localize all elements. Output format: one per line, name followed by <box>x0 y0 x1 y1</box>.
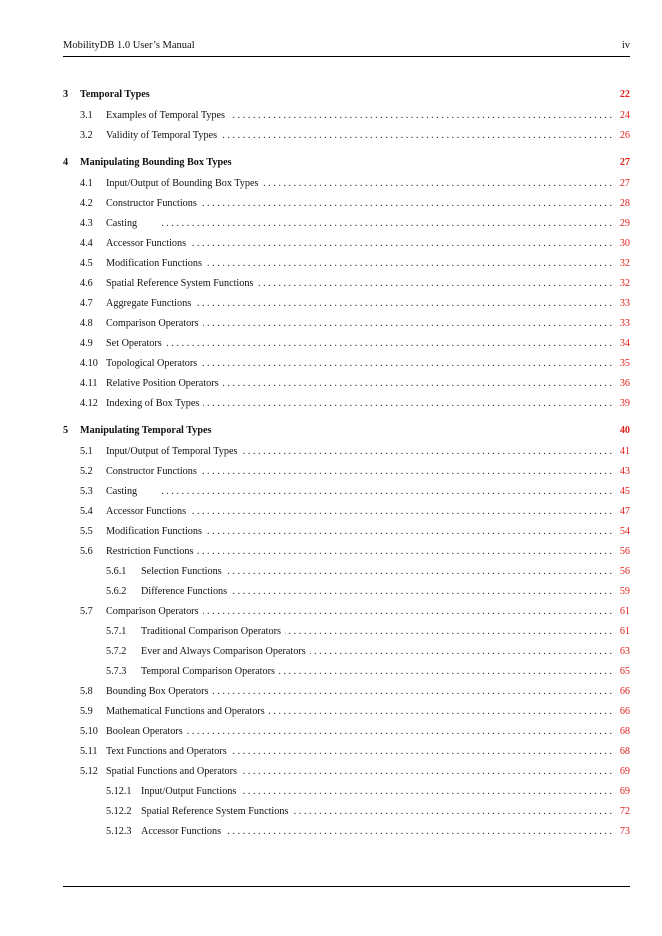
toc-entry-page-link[interactable]: 26 <box>619 130 630 141</box>
dot-leader <box>285 622 612 642</box>
toc-entry-title[interactable]: Validity of Temporal Types <box>106 130 218 141</box>
toc-entry-number: 5.11 <box>80 746 98 757</box>
toc-section-entry[interactable] <box>63 254 630 274</box>
toc-entry-page-link[interactable]: 32 <box>619 258 630 269</box>
toc-chapter-entry[interactable] <box>63 152 630 174</box>
toc-section-entry[interactable] <box>63 126 630 146</box>
toc-entry-page-link[interactable]: 30 <box>619 238 630 249</box>
dot-leader <box>203 602 612 622</box>
toc-subsection-entry[interactable] <box>63 822 630 842</box>
toc-entry-page-link[interactable]: 27 <box>619 157 630 168</box>
toc-section-entry[interactable] <box>63 462 630 482</box>
dot-leader <box>166 334 612 354</box>
toc-section-entry[interactable] <box>63 274 630 294</box>
dot-leader <box>206 254 612 274</box>
toc-entry-page-link[interactable]: 33 <box>619 298 630 309</box>
toc-section-entry[interactable] <box>63 522 630 542</box>
toc-entry-number: 4.10 <box>80 358 98 369</box>
toc-entry-title[interactable]: Examples of Temporal Types <box>106 110 226 121</box>
toc-section-entry[interactable] <box>63 194 630 214</box>
toc-entry-page-link[interactable]: 41 <box>619 446 630 457</box>
dot-leader <box>201 462 612 482</box>
toc-section-entry[interactable] <box>63 722 630 742</box>
toc-subsection-entry[interactable] <box>63 662 630 682</box>
toc-entry-number: 4.7 <box>80 298 93 309</box>
toc-entry-number: 4.11 <box>80 378 98 389</box>
toc-entry-title[interactable]: Difference Functions <box>141 586 228 597</box>
toc-entry-page-link[interactable]: 35 <box>619 358 630 369</box>
dot-leader <box>241 442 612 462</box>
toc-entry-page-link[interactable]: 61 <box>619 626 630 637</box>
toc-entry-title[interactable]: Indexing of Box Types <box>106 398 200 409</box>
toc-entry-title[interactable]: Accessor Functions <box>106 506 187 517</box>
toc-subsection-entry[interactable] <box>63 802 630 822</box>
toc-section-entry[interactable] <box>63 106 630 126</box>
dot-leader <box>292 802 612 822</box>
toc-entry-page-link[interactable]: 72 <box>619 806 630 817</box>
table-of-contents <box>63 84 630 842</box>
dot-leader <box>195 294 612 314</box>
toc-entry-number: 3 <box>63 89 69 100</box>
toc-entry-number: 3.1 <box>80 110 93 121</box>
toc-entry-title[interactable]: Input/Output Functions <box>141 786 237 797</box>
toc-entry-number: 5.5 <box>80 526 93 537</box>
toc-entry-number: 4.1 <box>80 178 93 189</box>
toc-entry-title[interactable]: Accessor Functions <box>106 238 187 249</box>
toc-entry-title[interactable]: Spatial Reference System Functions <box>141 806 289 817</box>
toc-entry-page-link[interactable]: 69 <box>619 766 630 777</box>
toc-entry-title[interactable]: Topological Operators <box>106 358 198 369</box>
toc-section-entry[interactable] <box>63 762 630 782</box>
toc-entry-page-link[interactable]: 68 <box>619 746 630 757</box>
toc-section-entry[interactable] <box>63 542 630 562</box>
toc-entry-title[interactable]: Aggregate Functions <box>106 298 192 309</box>
toc-subsection-entry[interactable] <box>63 642 630 662</box>
toc-entry-page-link[interactable]: 36 <box>619 378 630 389</box>
toc-entry-number: 5.6.2 <box>106 586 127 597</box>
toc-section-entry[interactable] <box>63 214 630 234</box>
toc-entry-page-link[interactable]: 63 <box>619 646 630 657</box>
toc-entry-title[interactable]: Casting <box>106 218 138 229</box>
dot-leader <box>240 782 612 802</box>
toc-section-entry[interactable] <box>63 602 630 622</box>
toc-entry-title[interactable]: Set Operators <box>106 338 162 349</box>
dot-leader <box>310 642 612 662</box>
toc-subsection-entry[interactable] <box>63 782 630 802</box>
dot-leader <box>141 482 612 502</box>
toc-entry-number: 4.12 <box>80 398 98 409</box>
toc-entry-page-link[interactable]: 69 <box>619 786 630 797</box>
toc-entry-page-link[interactable]: 22 <box>619 89 630 100</box>
toc-entry-number: 5.7.1 <box>106 626 127 637</box>
toc-entry-number: 3.2 <box>80 130 93 141</box>
toc-entry-number: 4.5 <box>80 258 93 269</box>
dot-leader <box>262 174 612 194</box>
toc-entry-title[interactable]: Bounding Box Operators <box>106 686 209 697</box>
toc-entry-number: 5.4 <box>80 506 93 517</box>
toc-section-entry[interactable] <box>63 502 630 522</box>
toc-section-entry[interactable] <box>63 482 630 502</box>
toc-subsection-entry[interactable] <box>63 622 630 642</box>
dot-leader <box>241 762 612 782</box>
toc-entry-title[interactable]: Ever and Always Comparison Operators <box>141 646 306 657</box>
toc-entry-page-link[interactable]: 27 <box>619 178 630 189</box>
dot-leader <box>201 194 612 214</box>
toc-entry-title[interactable]: Accessor Functions <box>141 826 222 837</box>
dot-leader <box>231 582 612 602</box>
toc-subsection-entry[interactable] <box>63 582 630 602</box>
toc-entry-number: 4 <box>63 157 69 168</box>
toc-entry-title[interactable]: Mathematical Functions and Operators <box>106 706 265 717</box>
toc-entry-title[interactable]: Spatial Functions and Operators <box>106 766 237 777</box>
dot-leader <box>221 126 612 146</box>
dot-leader <box>257 274 612 294</box>
toc-entry-number: 5 <box>63 425 69 436</box>
toc-entry-page-link[interactable]: 32 <box>619 278 630 289</box>
toc-entry-number: 5.12 <box>80 766 98 777</box>
toc-entry-page-link[interactable]: 39 <box>619 398 630 409</box>
dot-leader <box>269 702 612 722</box>
toc-entry-title[interactable]: Casting <box>106 486 138 497</box>
dot-leader <box>223 374 612 394</box>
toc-entry-page-link[interactable]: 61 <box>619 606 630 617</box>
dot-leader <box>203 394 612 414</box>
toc-section-entry[interactable] <box>63 294 630 314</box>
toc-entry-number: 5.2 <box>80 466 93 477</box>
toc-entry-title[interactable]: Manipulating Bounding Box Types <box>80 157 232 168</box>
toc-entry-page-link[interactable]: 47 <box>619 506 630 517</box>
toc-entry-number: 5.7 <box>80 606 93 617</box>
toc-entry-number: 5.7.2 <box>106 646 127 657</box>
toc-entry-number: 5.12.2 <box>106 806 132 817</box>
toc-section-entry[interactable] <box>63 442 630 462</box>
toc-section-entry[interactable] <box>63 354 630 374</box>
dot-leader <box>212 682 612 702</box>
toc-entry-page-link[interactable]: 33 <box>619 318 630 329</box>
toc-entry-page-link[interactable]: 45 <box>619 486 630 497</box>
toc-entry-page-link[interactable]: 24 <box>619 110 630 121</box>
dot-leader <box>190 234 612 254</box>
dot-leader <box>187 722 612 742</box>
toc-entry-page-link[interactable]: 68 <box>619 726 630 737</box>
dot-leader <box>229 106 612 126</box>
toc-entry-page-link[interactable]: 56 <box>619 566 630 577</box>
toc-section-entry[interactable] <box>63 702 630 722</box>
page-header <box>63 38 630 57</box>
dot-leader <box>203 314 612 334</box>
toc-entry-title[interactable]: Constructor Functions <box>106 466 197 477</box>
toc-entry-number: 4.2 <box>80 198 93 209</box>
dot-leader <box>197 542 612 562</box>
footer-rule <box>63 886 630 887</box>
toc-entry-title[interactable]: Temporal Comparison Operators <box>141 666 275 677</box>
toc-entry-page-link[interactable]: 73 <box>619 826 630 837</box>
toc-entry-page-link[interactable]: 43 <box>619 466 630 477</box>
toc-entry-title[interactable]: Text Functions and Operators <box>106 746 227 757</box>
toc-entry-title[interactable]: Spatial Reference System Functions <box>106 278 254 289</box>
toc-section-entry[interactable] <box>63 334 630 354</box>
dot-leader <box>141 214 612 234</box>
dot-leader <box>190 502 612 522</box>
toc-entry-number: 5.7.3 <box>106 666 127 677</box>
toc-entry-page-link[interactable]: 40 <box>619 425 630 436</box>
toc-entry-title[interactable]: Modification Functions <box>106 526 202 537</box>
toc-entry-number: 5.12.3 <box>106 826 132 837</box>
toc-entry-title[interactable]: Modification Functions <box>106 258 202 269</box>
toc-entry-title[interactable]: Selection Functions <box>141 566 222 577</box>
toc-section-entry[interactable] <box>63 682 630 702</box>
toc-section-entry[interactable] <box>63 742 630 762</box>
toc-entry-title[interactable]: Boolean Operators <box>106 726 183 737</box>
page-number: iv <box>621 40 630 51</box>
toc-chapter-entry[interactable] <box>63 84 630 106</box>
toc-entry-number: 5.6.1 <box>106 566 127 577</box>
toc-entry-number: 4.6 <box>80 278 93 289</box>
toc-entry-number: 5.10 <box>80 726 98 737</box>
toc-entry-page-link[interactable]: 66 <box>619 686 630 697</box>
toc-entry-title[interactable]: Traditional Comparison Operators <box>141 626 281 637</box>
toc-entry-title[interactable]: Comparison Operators <box>106 606 199 617</box>
toc-entry-title[interactable]: Comparison Operators <box>106 318 199 329</box>
toc-entry-page-link[interactable]: 56 <box>619 546 630 557</box>
dot-leader <box>206 522 612 542</box>
toc-entry-number: 4.4 <box>80 238 93 249</box>
toc-entry-page-link[interactable]: 29 <box>619 218 630 229</box>
toc-section-entry[interactable] <box>63 234 630 254</box>
toc-entry-number: 5.1 <box>80 446 93 457</box>
toc-entry-title[interactable]: Relative Position Operators <box>106 378 219 389</box>
toc-entry-title[interactable]: Manipulating Temporal Types <box>80 425 212 436</box>
toc-entry-page-link[interactable]: 54 <box>619 526 630 537</box>
toc-section-entry[interactable] <box>63 174 630 194</box>
toc-entry-title[interactable]: Constructor Functions <box>106 198 197 209</box>
toc-entry-number: 5.12.1 <box>106 786 132 797</box>
toc-entry-page-link[interactable]: 66 <box>619 706 630 717</box>
dot-leader <box>231 742 612 762</box>
dot-leader <box>201 354 612 374</box>
dot-leader <box>225 822 612 842</box>
toc-entry-title[interactable]: Input/Output of Temporal Types <box>106 446 238 457</box>
toc-entry-number: 4.9 <box>80 338 93 349</box>
toc-entry-number: 5.9 <box>80 706 93 717</box>
toc-entry-page-link[interactable]: 34 <box>619 338 630 349</box>
toc-section-entry[interactable] <box>63 394 630 414</box>
manual-title: MobilityDB 1.0 User’s Manual <box>63 40 195 51</box>
toc-section-entry[interactable] <box>63 374 630 394</box>
toc-entry-number: 4.3 <box>80 218 93 229</box>
toc-entry-title[interactable]: Temporal Types <box>80 89 150 100</box>
dot-leader <box>279 662 612 682</box>
toc-section-entry[interactable] <box>63 314 630 334</box>
toc-subsection-entry[interactable] <box>63 562 630 582</box>
toc-entry-title[interactable]: Input/Output of Bounding Box Types <box>106 178 259 189</box>
toc-entry-page-link[interactable]: 28 <box>619 198 630 209</box>
toc-entry-number: 4.8 <box>80 318 93 329</box>
toc-chapter-entry[interactable] <box>63 420 630 442</box>
toc-entry-page-link[interactable]: 65 <box>619 666 630 677</box>
dot-leader <box>226 562 612 582</box>
toc-entry-number: 5.6 <box>80 546 93 557</box>
toc-entry-page-link[interactable]: 59 <box>619 586 630 597</box>
toc-entry-number: 5.3 <box>80 486 93 497</box>
toc-entry-title[interactable]: Restriction Functions <box>106 546 194 557</box>
toc-entry-number: 5.8 <box>80 686 93 697</box>
